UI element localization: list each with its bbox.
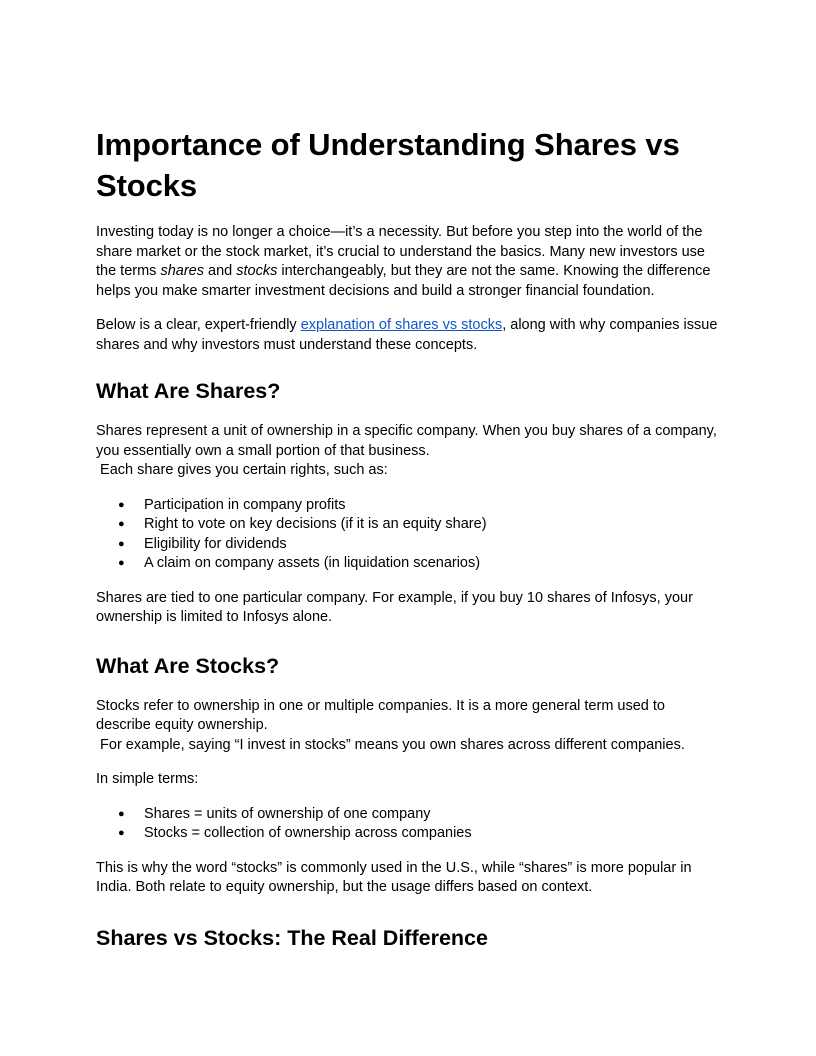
section-heading-stocks: What Are Stocks? <box>96 653 280 678</box>
bullet-icon: ● <box>118 498 125 511</box>
list-item: ● Shares = units of ownership of one company <box>96 805 722 825</box>
shares-vs-stocks-link[interactable]: explanation of shares vs stocks <box>300 317 503 333</box>
section-heading-shares: What Are Shares? <box>96 379 281 403</box>
shares-rights-list <box>96 496 722 574</box>
bullet-icon: ● <box>118 537 125 550</box>
bullet-icon: ● <box>118 557 125 569</box>
emphasis-stocks: stocks <box>236 263 278 279</box>
stocks-definition-paragraph: Stocks refer to ownership in one or multiple companies. It is a more general term used to describe equity ownership. For example, saying “I invest in stocks” means you own shares across different companies. <box>96 697 685 753</box>
bullet-icon: ● <box>118 827 125 839</box>
section-heading-difference: Shares vs Stocks: The Real Difference <box>96 925 488 950</box>
document-body <box>96 124 722 969</box>
bullet-icon: ● <box>118 807 125 820</box>
intro-paragraph: Investing today is no longer a choice—it’s a necessity. But before you step into the world of the share market or the stock market, it’s crucial to understand the basics. Many new investors use the terms shares and stocks interchangeably, but they are not the same. Knowing the difference helps you make smarter investment decisions and build a stronger financial foundation. <box>96 224 711 299</box>
explanation-paragraph: Below is a clear, expert-friendly explanation of shares vs stocks, along with why companies issue shares and why investors must understand these concepts. <box>96 317 718 353</box>
list-item: ● Stocks = collection of ownership across companies <box>96 824 722 844</box>
list-item: ● A claim on company assets (in liquidation scenarios) <box>96 554 722 574</box>
list-item: ● Right to vote on key decisions (if it is an equity share) <box>96 515 722 535</box>
page-title: Importance of Understanding Shares vs Stocks <box>96 127 680 203</box>
list-item: ● Participation in company profits <box>96 496 722 516</box>
simple-terms-paragraph: In simple terms: <box>96 771 199 787</box>
simple-terms-list <box>96 805 722 844</box>
shares-definition-paragraph: Shares represent a unit of ownership in a specific company. When you buy shares of a company, you essentially own a small portion of that business. Each share gives you certain rights, such as: <box>96 423 717 478</box>
list-item: ● Eligibility for dividends <box>96 535 722 555</box>
shares-example-paragraph: Shares are tied to one particular company. For example, if you buy 10 shares of Infosys, your ownership is limited to Infosys alone. <box>96 589 693 625</box>
bullet-icon: ● <box>118 518 125 530</box>
emphasis-shares: shares <box>160 263 204 279</box>
usage-context-paragraph: This is why the word “stocks” is commonly used in the U.S., while “shares” is more popular in India. Both relate to equity ownership, but the usage differs based on context. <box>96 859 692 895</box>
